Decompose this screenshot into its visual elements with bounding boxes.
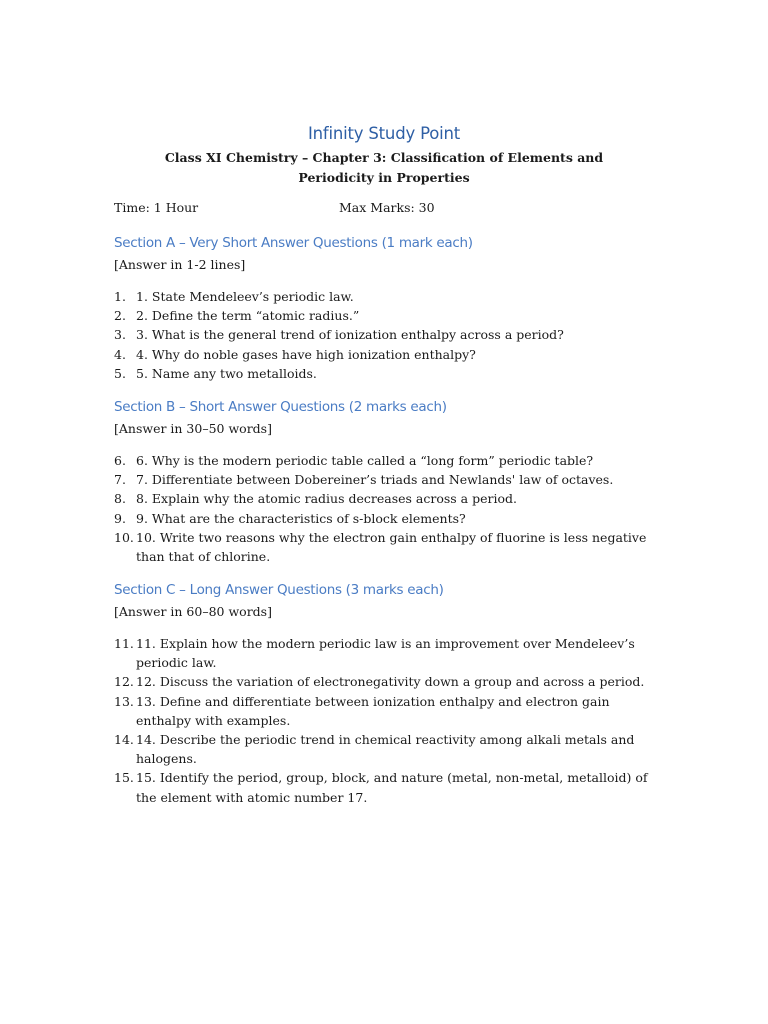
- question-text: 4. Why do noble gases have high ionization enthalpy?: [136, 346, 476, 362]
- question-text: 2. Define the term “atomic radius.”: [136, 308, 360, 324]
- question-text: 3. What is the general trend of ionization enthalpy across a period?: [136, 327, 564, 343]
- question-number: 13.: [114, 693, 134, 709]
- question-text: 13. Define and differentiate between ionization enthalpy and electron gain enthalpy with examples.: [136, 693, 610, 728]
- question-number: 6.: [114, 453, 126, 468]
- question-item: [114, 634, 654, 672]
- section-instruction: [Answer in 1-2 lines]: [114, 257, 246, 272]
- question-item: [114, 451, 654, 470]
- question-text: 1. State Mendeleev’s periodic law.: [136, 289, 354, 304]
- question-number: 14.: [114, 732, 134, 748]
- question-item: [114, 470, 654, 489]
- question-number: 12.: [114, 674, 134, 690]
- max-marks-label: Max Marks: 30: [339, 200, 435, 215]
- paper-subtitle: Class XI Chemistry – Chapter 3: Classification of Elements and Periodicity in Properties: [164, 150, 604, 185]
- question-number: 9.: [114, 510, 126, 526]
- question-number: 11.: [114, 636, 134, 651]
- question-item: [114, 730, 654, 768]
- question-text: 12. Discuss the variation of electronegativity down a group and across a period.: [136, 674, 645, 690]
- question-item: [114, 287, 654, 306]
- question-list: [114, 451, 654, 566]
- question-text: 14. Describe the periodic trend in chemical reactivity among alkali metals and halogens.: [136, 732, 635, 767]
- question-item: [114, 345, 654, 364]
- section-a: [114, 233, 654, 383]
- question-number: 8.: [114, 491, 126, 507]
- question-list: [114, 287, 654, 383]
- question-text: 6. Why is the modern periodic table called a “long form” periodic table?: [136, 453, 594, 468]
- question-item: [114, 672, 654, 691]
- question-text: 11. Explain how the modern periodic law is an improvement over Mendeleev’s periodic law.: [136, 636, 635, 671]
- question-item: [114, 364, 654, 383]
- question-item: [114, 489, 654, 508]
- question-text: 15. Identify the period, group, block, and nature (metal, non-metal, metalloid) of the element with atomic number 17.: [136, 770, 648, 805]
- section-heading: Section A – Very Short Answer Questions (1 mark each): [114, 235, 473, 251]
- question-item: [114, 768, 654, 806]
- question-text: 7. Differentiate between Dobereiner’s triads and Newlands' law of octaves.: [136, 472, 614, 488]
- section-b: [114, 397, 654, 566]
- question-item: [114, 509, 654, 528]
- question-number: 10.: [114, 529, 134, 545]
- question-item: [114, 306, 654, 325]
- section-instruction: [Answer in 30–50 words]: [114, 421, 272, 436]
- question-text: 5. Name any two metalloids.: [136, 365, 317, 381]
- question-text: 10. Write two reasons why the electron gain enthalpy of fluorine is less negative than that of chlorine.: [136, 529, 647, 565]
- section-c: [114, 580, 654, 807]
- section-instruction: [Answer in 60–80 words]: [114, 604, 272, 619]
- question-item: [114, 528, 654, 566]
- question-list: [114, 634, 654, 807]
- question-number: 1.: [114, 289, 126, 304]
- question-text: 8. Explain why the atomic radius decreases across a period.: [136, 491, 517, 507]
- question-item: [114, 325, 654, 344]
- time-label: Time: 1 Hour: [114, 200, 199, 215]
- question-number: 15.: [114, 770, 134, 786]
- question-number: 5.: [114, 365, 126, 381]
- question-number: 3.: [114, 327, 126, 343]
- brand-title: Infinity Study Point: [307, 124, 461, 143]
- question-item: [114, 692, 654, 730]
- question-number: 7.: [114, 472, 126, 488]
- question-number: 2.: [114, 308, 126, 324]
- question-text: 9. What are the characteristics of s-block elements?: [136, 510, 466, 526]
- section-heading: Section B – Short Answer Questions (2 marks each): [114, 399, 447, 415]
- question-number: 4.: [114, 346, 126, 362]
- section-heading: Section C – Long Answer Questions (3 marks each): [114, 582, 444, 598]
- meta-row: [114, 200, 674, 220]
